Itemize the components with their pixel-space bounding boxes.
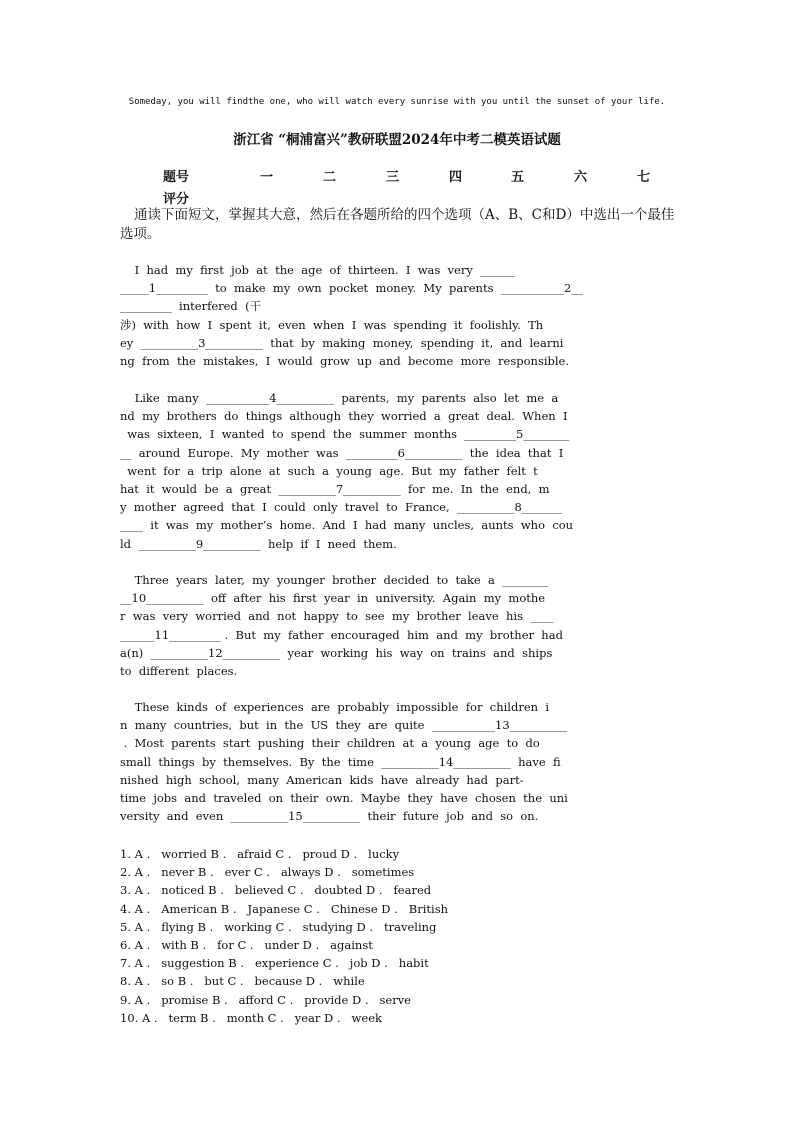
option-line-3: 3. A . noticed B . believed C . doubted D . feared bbox=[120, 883, 432, 898]
passage-line: versity and even __________15__________ their future job and so on. bbox=[120, 809, 539, 824]
passage-paragraph-1 bbox=[120, 261, 676, 370]
passage-line: __10__________ off after his first year in university. Again my mothe bbox=[120, 591, 546, 606]
passage-line: nished high school, many American kids have already had part- bbox=[120, 772, 524, 787]
passage-line: Three years later, my younger brother decided to take a ________ bbox=[120, 573, 549, 587]
header-motto: Someday, you will findthe one, who will watch every sunrise with you until the sunset of your life. bbox=[128, 97, 666, 107]
option-line-5: 5. A . flying B . working C . studying D . traveling bbox=[120, 919, 437, 934]
passage-line: small things by themselves. By the time __________14__________ have fi bbox=[120, 754, 561, 769]
passage-line: to different places. bbox=[120, 663, 238, 678]
column-1: 一 bbox=[260, 170, 274, 185]
passage-paragraph-3 bbox=[120, 571, 676, 680]
option-line-1: 1. A . worried B . afraid C . proud D . lucky bbox=[120, 847, 400, 861]
passage-line: went for a trip alone at such a young age. But my father felt t bbox=[120, 463, 538, 478]
passage-line: _________ interfered (干 bbox=[120, 299, 262, 314]
option-line-9: 9. A . promise B . afford C . provide D . serve bbox=[120, 992, 411, 1007]
passage-line: nd my brothers do things although they worried a great deal. When I bbox=[120, 409, 568, 424]
passage-line: a(n) __________12__________ year working his way on trains and ships bbox=[120, 645, 553, 660]
passage-line: ______11_________ . But my father encouraged him and my brother had bbox=[120, 627, 563, 642]
passage-line: ld __________9__________ help if I need them. bbox=[120, 536, 397, 551]
option-line-4: 4. A . American B . Japanese C . Chinese D . British bbox=[120, 901, 449, 916]
column-6: 六 bbox=[574, 170, 588, 185]
passage-line: __ around Europe. My mother was _________6__________ the idea that I bbox=[120, 445, 564, 460]
option-line-10: 10. A . term B . month C . year D . week bbox=[120, 1010, 382, 1025]
column-7: 七 bbox=[637, 170, 651, 185]
passage-line: ey __________3__________ that by making money, spending it, and learni bbox=[120, 335, 564, 350]
passage-line: was sixteen, I wanted to spend the summer months _________5________ bbox=[120, 427, 570, 442]
passage-line: r was very worried and not happy to see my brother leave his ____ bbox=[120, 609, 554, 624]
passage-line: . Most parents start pushing their children at a young age to do bbox=[120, 736, 540, 751]
column-4: 四 bbox=[449, 170, 463, 185]
score-table-header-row bbox=[163, 166, 663, 184]
column-2: 二 bbox=[323, 170, 337, 185]
passage-line: n many countries, but in the US they are quite ___________13__________ bbox=[120, 718, 568, 733]
passage-line: hat it would be a great __________7__________ for me. In the end, m bbox=[120, 481, 550, 496]
passage-line: _____1_________ to make my own pocket money. My parents ___________2__ bbox=[120, 281, 583, 296]
instruction-text: 通读下面短文，掌握其大意，然后在各题所给的四个选项（A、B、C和D）中选出一个最佳选项。 bbox=[120, 207, 675, 242]
passage-line: y mother agreed that I could only travel to France, __________8_______ bbox=[120, 500, 563, 515]
passage-line: ____ it was my mother’s home. And I had many uncles, aunts who cou bbox=[120, 518, 574, 533]
label-score: 评分 bbox=[163, 192, 190, 207]
option-line-8: 8. A . so B . but C . because D . while bbox=[120, 974, 365, 989]
passage-line: These kinds of experiences are probably impossible for children i bbox=[120, 700, 550, 714]
label-question-number: 题号 bbox=[163, 170, 190, 185]
column-3: 三 bbox=[386, 170, 400, 185]
score-table bbox=[163, 166, 663, 207]
passage-paragraph-2 bbox=[120, 389, 676, 553]
option-line-2: 2. A . never B . ever C . always D . sometimes bbox=[120, 865, 415, 880]
option-line-7: 7. A . suggestion B . experience C . job D . habit bbox=[120, 956, 429, 971]
exam-title: 浙江省 “桐浦富兴”教研联盟2024年中考二模英语试题 bbox=[233, 132, 561, 148]
column-5: 五 bbox=[511, 170, 525, 185]
passage-line: Like many ___________4__________ parents, my parents also let me a bbox=[120, 391, 559, 405]
answer-options bbox=[120, 845, 448, 1027]
passage-line: time jobs and traveled on their own. Maybe they have chosen the uni bbox=[120, 790, 568, 805]
passage-line: ng from the mistakes, I would grow up and become more responsible. bbox=[120, 353, 570, 368]
passage-paragraph-4 bbox=[120, 698, 676, 825]
passage-line: 涉) with how I spent it, even when I was spending it foolishly. Th bbox=[120, 317, 544, 332]
option-line-6: 6. A . with B . for C . under D . against bbox=[120, 937, 373, 952]
passage-line: I had my first job at the age of thirteen. I was very ______ bbox=[120, 263, 515, 277]
